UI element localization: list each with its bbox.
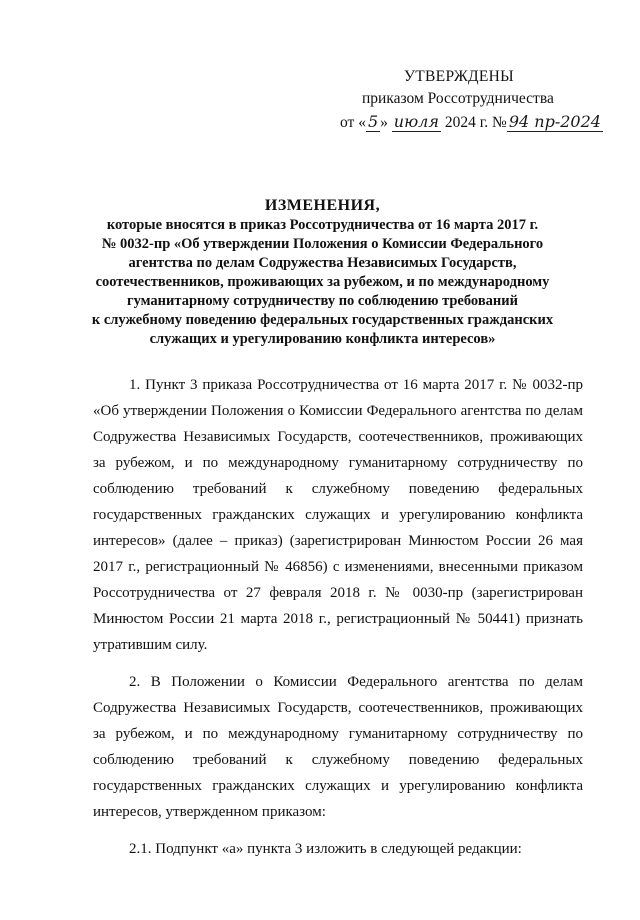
date-mid: » bbox=[380, 114, 388, 131]
approval-stamp bbox=[340, 66, 630, 134]
heading-line: гуманитарному сотрудничеству по соблюдению требований bbox=[127, 293, 518, 309]
heading-line: служащих и урегулированию конфликта интересов» bbox=[149, 331, 496, 347]
date-year: 2024 г. № bbox=[444, 114, 507, 131]
approval-order-by: приказом Россотрудничества bbox=[362, 90, 554, 107]
document-heading bbox=[60, 196, 585, 349]
handwritten-month: июля bbox=[393, 112, 439, 131]
heading-line: соотечественников, проживающих за рубежом, и по международному bbox=[95, 274, 550, 290]
approval-date-line bbox=[340, 112, 630, 134]
heading-line: агентства по делам Содружества Независимых Государств, bbox=[128, 255, 517, 271]
heading-title: ИЗМЕНЕНИЯ, bbox=[264, 197, 381, 214]
paragraph-2: 2. В Положении о Комиссии Федерального агентства по делам Содружества Независимых Государств, соотечественников, проживающих за рубежом, и по международному гуманитарному сотрудничеству по соблюдению требований к служебному поведению федеральных государственных гражданских служащих и урегулированию конфликта интересов, утвержденном приказом: bbox=[93, 674, 583, 820]
heading-line: № 0032-пр «Об утверждении Положения о Комиссии Федерального bbox=[101, 236, 544, 252]
document-body bbox=[93, 372, 583, 862]
heading-line: к служебному поведению федеральных государственных гражданских bbox=[91, 312, 554, 328]
heading-line: которые вносятся в приказ Россотрудничества от 16 марта 2017 г. bbox=[106, 217, 539, 233]
paragraph-1: 1. Пункт 3 приказа Россотрудничества от 16 марта 2017 г. № 0032-пр «Об утверждении Положения о Комиссии Федерального агентства по делам Содружества Независимых Государств, соотечественников, проживающих за рубежом, и по международному гуманитарному сотрудничеству по соблюдению требований к служебному поведению федеральных государственных гражданских служащих и урегулированию конфликта интересов» (далее – приказ) (зарегистрирован Минюстом России 26 мая 2017 г., регистрационный № 46856) с изменениями, внесенными приказом Россотрудничества от 27 февраля 2018 г. № 0030-пр (зарегистрирован Минюстом России 21 марта 2018 г., регистрационный № 50441) признать утратившим силу. bbox=[93, 377, 583, 653]
date-prefix: от « bbox=[340, 114, 366, 131]
handwritten-day: 5 bbox=[367, 112, 379, 131]
paragraph-2-1: 2.1. Подпункт «а» пункта 3 изложить в следующей редакции: bbox=[129, 841, 522, 857]
handwritten-order-number: 94 пр-2024 bbox=[508, 112, 601, 131]
approval-title: УТВЕРЖДЕНЫ bbox=[404, 68, 514, 85]
